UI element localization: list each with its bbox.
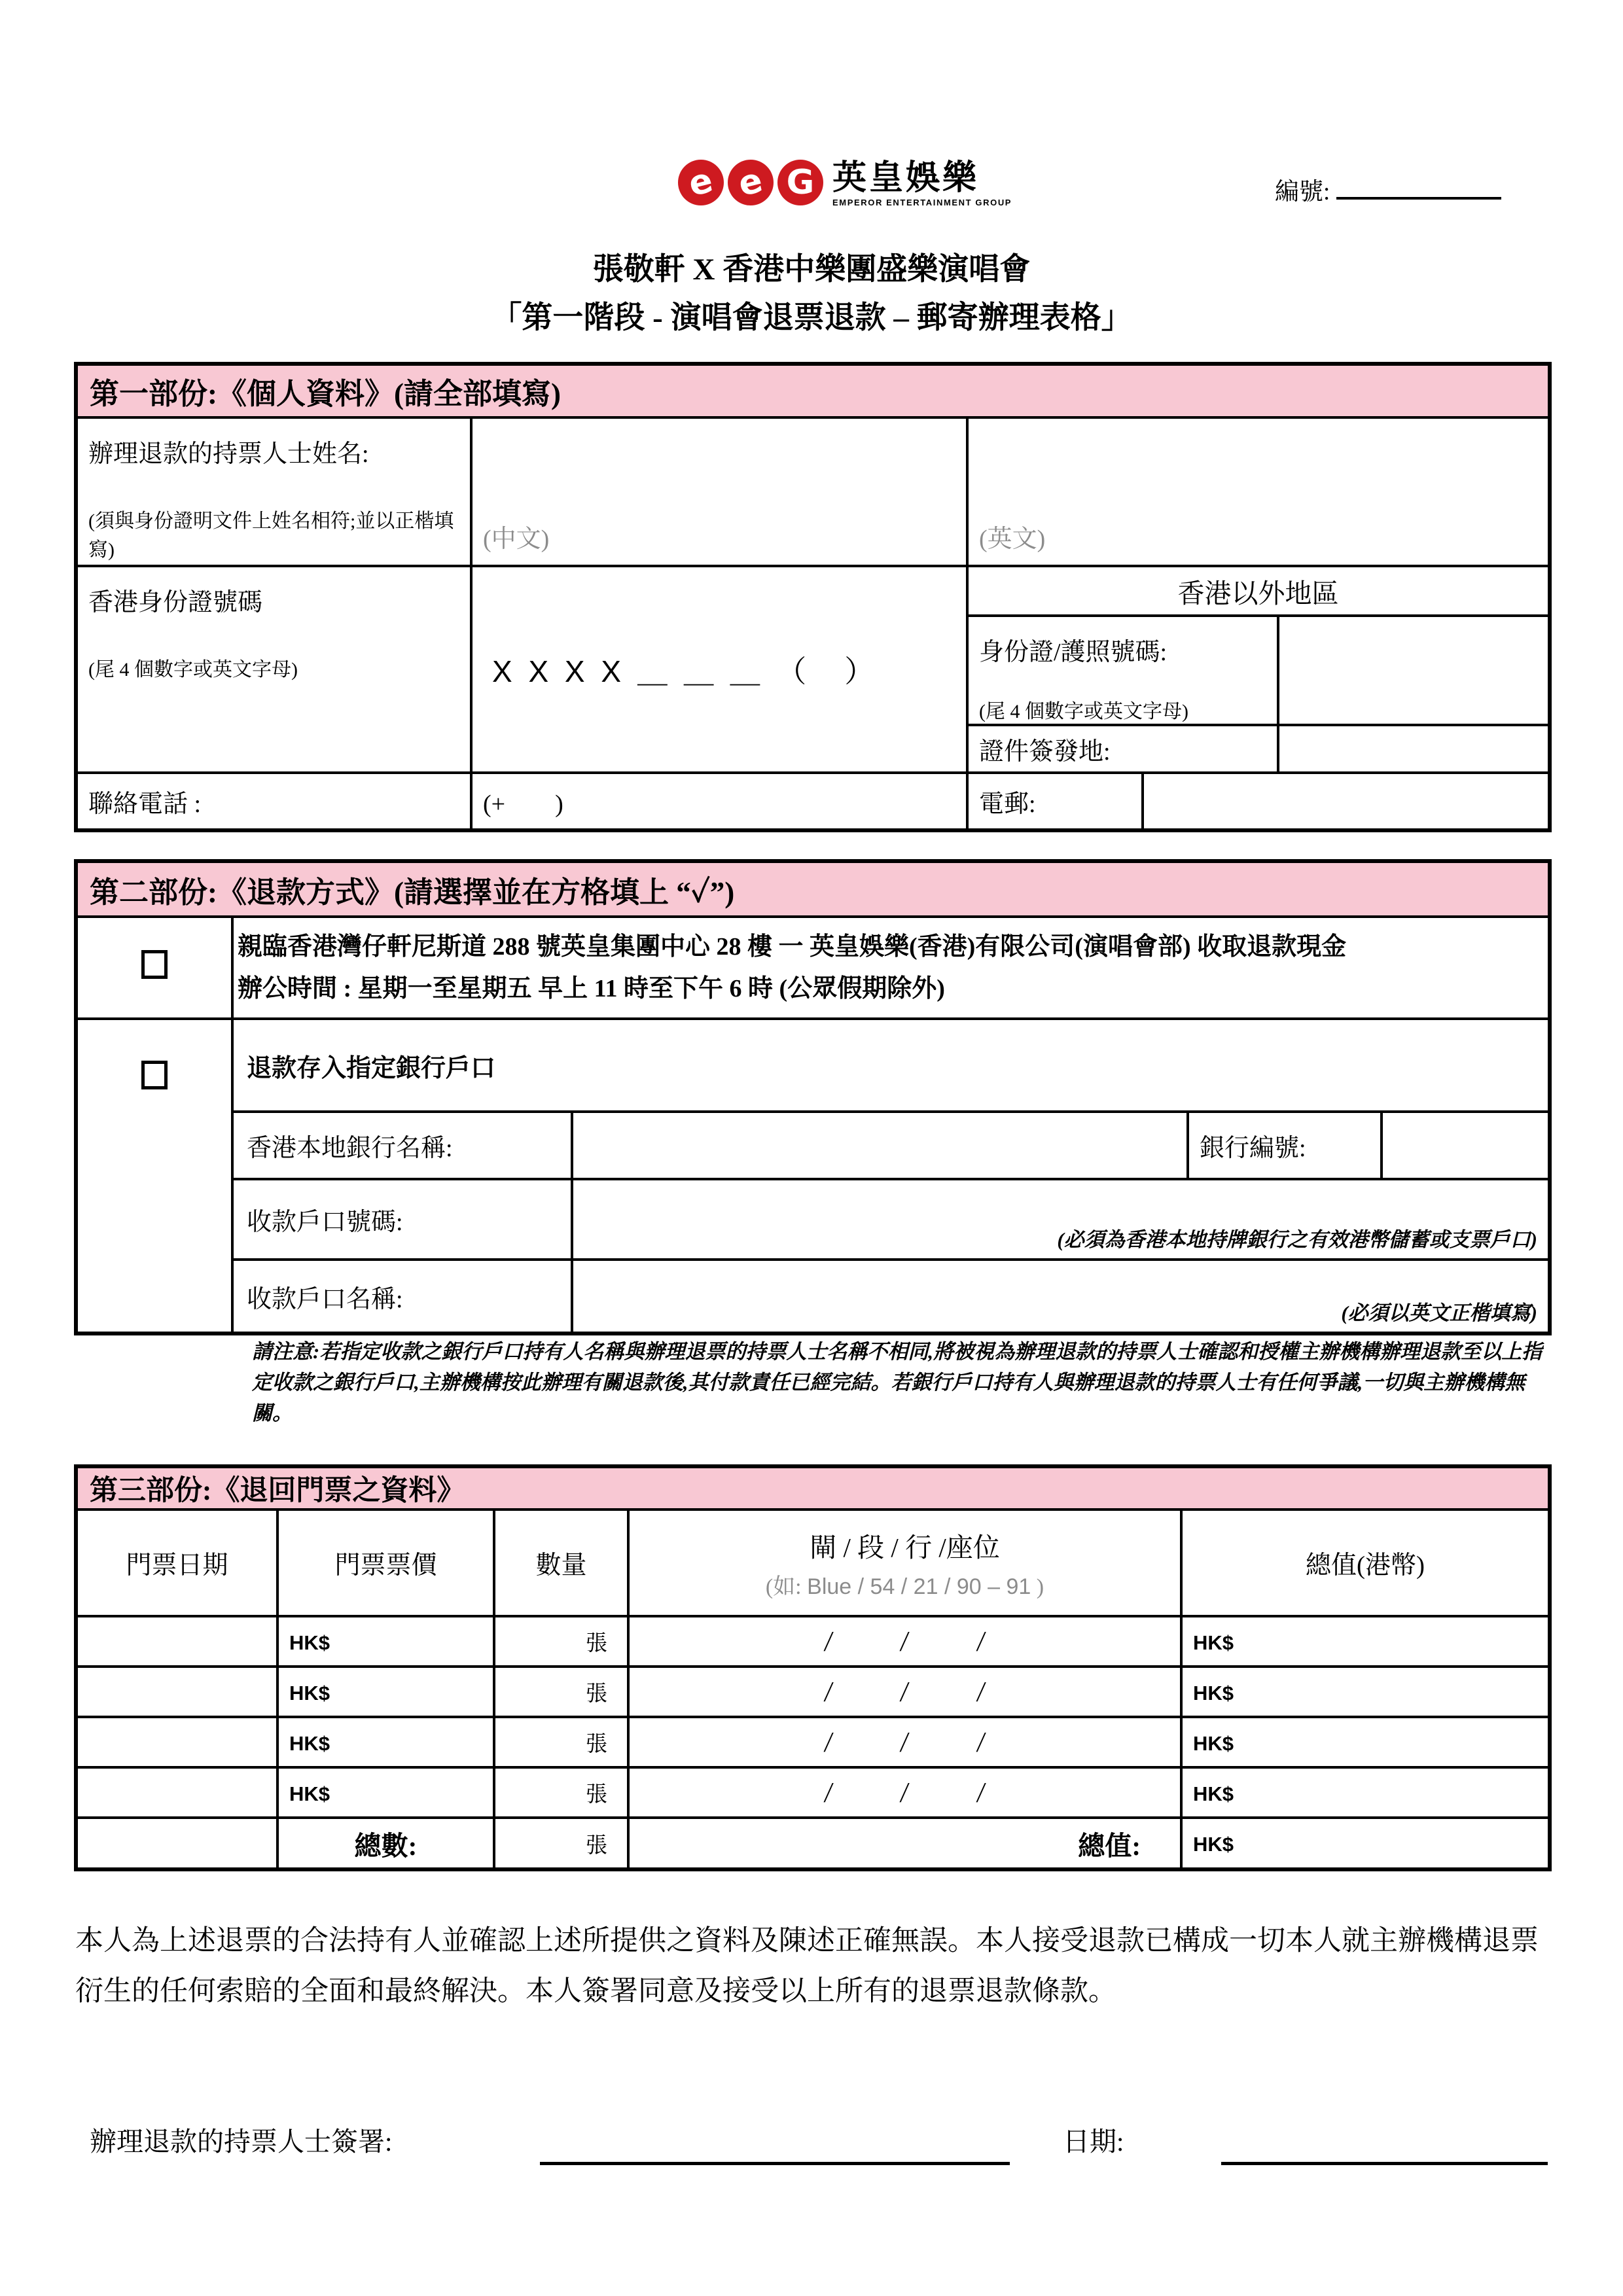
ticket-qty-field[interactable]	[494, 1717, 628, 1767]
reference-number-label: 編號:	[1275, 179, 1330, 205]
total-qty-field[interactable]	[494, 1818, 628, 1869]
reference-number-blank[interactable]	[1336, 173, 1501, 200]
ticket-date-field[interactable]	[76, 1616, 277, 1667]
bank-transfer-notice: 請注意:若指定收款之銀行戶口持有人名稱與辦理退票的持票人士名稱不相同,將被視為辦理退款的持票人士確認和授權主辦機構辦理退款至以上指定收款之銀行戶口,主辦機構按此辦理有關退款後,其付款責任已經完結。若銀行戶口持有人與辦理退款的持票人士有任何爭議,一切與主辦機構無關。	[252, 1340, 1543, 1424]
name-label: 辦理退款的持票人士姓名:	[88, 440, 369, 468]
declaration-text: 本人為上述退票的合法持有人並確認上述所提供之資料及陳述正確無誤。本人接受退款已構成一切本人就主辦機構退票衍生的任何索賠的全面和最終解決。本人簽署同意及接受以上所有的退票退款條款。	[75, 1926, 1539, 2007]
email-cell	[967, 773, 1550, 830]
email-input-field[interactable]	[1144, 774, 1548, 828]
passport-label: 身份證/護照號碼:	[979, 639, 1168, 666]
seat-slash: /	[975, 1726, 987, 1758]
passport-input-field[interactable]	[1278, 616, 1550, 725]
ticket-total-field[interactable]	[1181, 1667, 1550, 1717]
ticket-row	[76, 1667, 1550, 1717]
ticket-qty-field[interactable]	[494, 1616, 628, 1667]
seat-hint-close: )	[1036, 1574, 1044, 1599]
logo-name-english: EMPEROR ENTERTAINMENT GROUP	[832, 198, 1012, 207]
page-subtitle: 「第一階段 - 演唱會退票退款 – 郵寄辦理表格」	[491, 301, 1132, 335]
table-row	[76, 1019, 1550, 1112]
seat-slash: /	[975, 1625, 987, 1657]
ticket-total-field[interactable]	[1181, 1616, 1550, 1667]
email-label: 電郵:	[969, 774, 1144, 828]
qty-unit: 張	[586, 1733, 607, 1756]
seat-slash: /	[823, 1776, 834, 1809]
ticket-qty-field[interactable]	[494, 1667, 628, 1717]
col-header-qty: 數量	[494, 1510, 628, 1616]
bank-option-checkbox[interactable]	[141, 1061, 168, 1089]
issue-place-label: 證件簽發地:	[967, 725, 1278, 773]
bank-name-input-field[interactable]	[572, 1112, 1188, 1179]
ticket-seat-field[interactable]	[628, 1667, 1181, 1717]
seat-header-hint	[640, 1568, 1169, 1600]
table-row	[76, 1112, 1550, 1179]
logo-circle-g-icon	[777, 160, 823, 205]
ticket-row	[76, 1616, 1550, 1667]
date-label: 日期:	[1063, 2127, 1124, 2157]
account-no-note: (必須為香港本地持牌銀行之有效港幣儲蓄或支票戶口)	[1057, 1228, 1538, 1251]
section2-header: 第二部份:《退款方式》(請選擇並在方格填上 “✓”)	[76, 861, 1550, 917]
seat-slash: /	[899, 1776, 911, 1809]
logo-circle-e2-icon	[728, 160, 774, 205]
english-hint: (英文)	[979, 525, 1046, 553]
issue-place-input-field[interactable]	[1278, 725, 1550, 773]
seat-slash: /	[823, 1726, 834, 1758]
seat-slash: /	[899, 1676, 911, 1708]
bank-option-cell	[76, 1019, 232, 1333]
passport-note: (尾 4 個數字或英文字母)	[979, 701, 1188, 722]
currency-prefix: HK$	[1193, 1782, 1234, 1805]
chinese-hint: (中文)	[483, 525, 550, 553]
total-row	[76, 1818, 1550, 1869]
section3-ticket-table	[74, 1464, 1552, 1871]
ticket-row	[76, 1767, 1550, 1818]
logo-letter: e	[685, 160, 717, 205]
cash-option-cell	[76, 917, 232, 1019]
currency-prefix: HK$	[289, 1731, 330, 1755]
signature-label: 辦理退款的持票人士簽署:	[90, 2127, 393, 2157]
section1-header: 第一部份:《個人資料》(請全部填寫)	[76, 364, 1550, 417]
phone-prefix: (+ )	[483, 790, 563, 818]
cash-option-line2: 辦公時間 : 星期一至星期五 早上 11 時至下午 6 時 (公眾假期除外)	[238, 975, 945, 1002]
bank-option-title: 退款存入指定銀行戶口	[232, 1019, 1550, 1112]
cash-option-text-cell	[232, 917, 1550, 1019]
qty-unit: 張	[586, 1783, 607, 1807]
phone-label: 聯絡電話 :	[76, 773, 471, 830]
col-header-date: 門票日期	[76, 1510, 277, 1616]
name-label-cell	[76, 417, 471, 566]
currency-prefix: HK$	[1193, 1833, 1234, 1856]
hkid-input-field[interactable]: X X X X ＿ ＿ ＿ （ ）	[471, 566, 967, 773]
table-row	[76, 773, 1550, 830]
col-header-seat	[628, 1510, 1181, 1616]
seat-slash: /	[823, 1676, 834, 1708]
bank-code-input-field[interactable]	[1382, 1112, 1550, 1179]
seat-slash: /	[899, 1625, 911, 1657]
account-no-label: 收款戶口號碼:	[232, 1179, 572, 1260]
overseas-header: 香港以外地區	[967, 566, 1550, 616]
currency-prefix: HK$	[1193, 1631, 1234, 1654]
ticket-price-field[interactable]	[277, 1767, 494, 1818]
ticket-total-field[interactable]	[1181, 1767, 1550, 1818]
passport-label-cell	[967, 616, 1278, 725]
seat-header-label: 閘 / 段 / 行 /座位	[810, 1532, 1000, 1563]
name-english-field[interactable]	[967, 417, 1550, 566]
hkid-note: (尾 4 個數字或英文字母)	[88, 659, 298, 680]
total-value-label: 總值:	[628, 1818, 1181, 1869]
hkid-label-cell	[76, 566, 471, 773]
logo-name-chinese: 英皇娛樂	[832, 159, 980, 197]
reference-number	[1275, 171, 1501, 207]
seat-slash: /	[975, 1676, 987, 1708]
ticket-price-field[interactable]	[277, 1616, 494, 1667]
section1-personal-info-table	[74, 362, 1552, 832]
section3-header: 第三部份:《退回門票之資料》	[76, 1466, 1550, 1510]
currency-prefix: HK$	[1193, 1731, 1234, 1755]
bank-code-label: 銀行編號:	[1188, 1112, 1382, 1179]
seat-hint-example: Blue / 54 / 21 / 90 – 91	[807, 1574, 1031, 1599]
account-name-note: (必須以英文正楷填寫)	[1341, 1301, 1538, 1324]
table-row	[76, 1179, 1550, 1260]
seat-slash: /	[899, 1726, 911, 1758]
account-name-label: 收款戶口名稱:	[232, 1260, 572, 1333]
ticket-date-field[interactable]	[76, 1767, 277, 1818]
table-row	[76, 566, 1550, 616]
currency-prefix: HK$	[289, 1782, 330, 1805]
total-qty-label: 總數:	[277, 1818, 494, 1869]
ticket-price-field[interactable]	[277, 1667, 494, 1717]
eeg-logo	[678, 160, 1012, 207]
date-line[interactable]	[1221, 2124, 1548, 2165]
qty-unit: 張	[586, 1682, 607, 1706]
table-row	[76, 1260, 1550, 1333]
ticket-seat-field[interactable]	[628, 1767, 1181, 1818]
total-value-field[interactable]	[1181, 1818, 1550, 1869]
qty-unit: 張	[586, 1632, 607, 1655]
currency-prefix: HK$	[289, 1681, 330, 1704]
seat-slash: /	[823, 1625, 834, 1657]
section2-refund-method-table	[74, 859, 1552, 1335]
col-header-price: 門票票價	[277, 1510, 494, 1616]
eeg-logo-circles	[678, 160, 823, 205]
ticket-total-field[interactable]	[1181, 1717, 1550, 1767]
cash-option-checkbox[interactable]	[141, 950, 168, 979]
ticket-date-field[interactable]	[76, 1717, 277, 1767]
table-row	[76, 917, 1550, 1019]
total-empty-cell	[76, 1818, 277, 1869]
page-title: 張敬軒 X 香港中樂團盛樂演唱會	[592, 253, 1031, 287]
seat-slash: /	[975, 1776, 987, 1809]
ticket-date-field[interactable]	[76, 1667, 277, 1717]
hkid-label: 香港身份證號碼	[88, 589, 263, 616]
currency-prefix: HK$	[1193, 1681, 1234, 1704]
cash-option-line1: 親臨香港灣仔軒尼斯道 288 號英皇集團中心 28 樓 一 英皇娛樂(香港)有限公司(演唱會部) 收取退款現金	[238, 933, 1347, 961]
ticket-seat-field[interactable]	[628, 1717, 1181, 1767]
ticket-price-field[interactable]	[277, 1717, 494, 1767]
account-no-input-field[interactable]	[572, 1179, 1550, 1260]
logo-circle-e1-icon	[678, 160, 724, 205]
bank-name-label: 香港本地銀行名稱:	[232, 1112, 572, 1179]
col-header-total: 總值(港幣)	[1181, 1510, 1550, 1616]
ticket-row	[76, 1717, 1550, 1767]
ticket-seat-field[interactable]	[628, 1616, 1181, 1667]
seat-hint-open: (如:	[765, 1574, 802, 1599]
name-chinese-field[interactable]	[471, 417, 967, 566]
table-row	[76, 417, 1550, 566]
qty-unit: 張	[586, 1833, 607, 1858]
table-header-row	[76, 1510, 1550, 1616]
currency-prefix: HK$	[289, 1631, 330, 1654]
name-note: (須與身份證明文件上姓名相符;並以正楷填寫)	[88, 510, 454, 561]
phone-input-field[interactable]	[471, 773, 967, 830]
ticket-qty-field[interactable]	[494, 1767, 628, 1818]
logo-letter: G	[786, 163, 815, 202]
logo-letter: e	[734, 160, 767, 205]
signature-line[interactable]	[540, 2124, 1010, 2165]
account-name-input-field[interactable]	[572, 1260, 1550, 1333]
